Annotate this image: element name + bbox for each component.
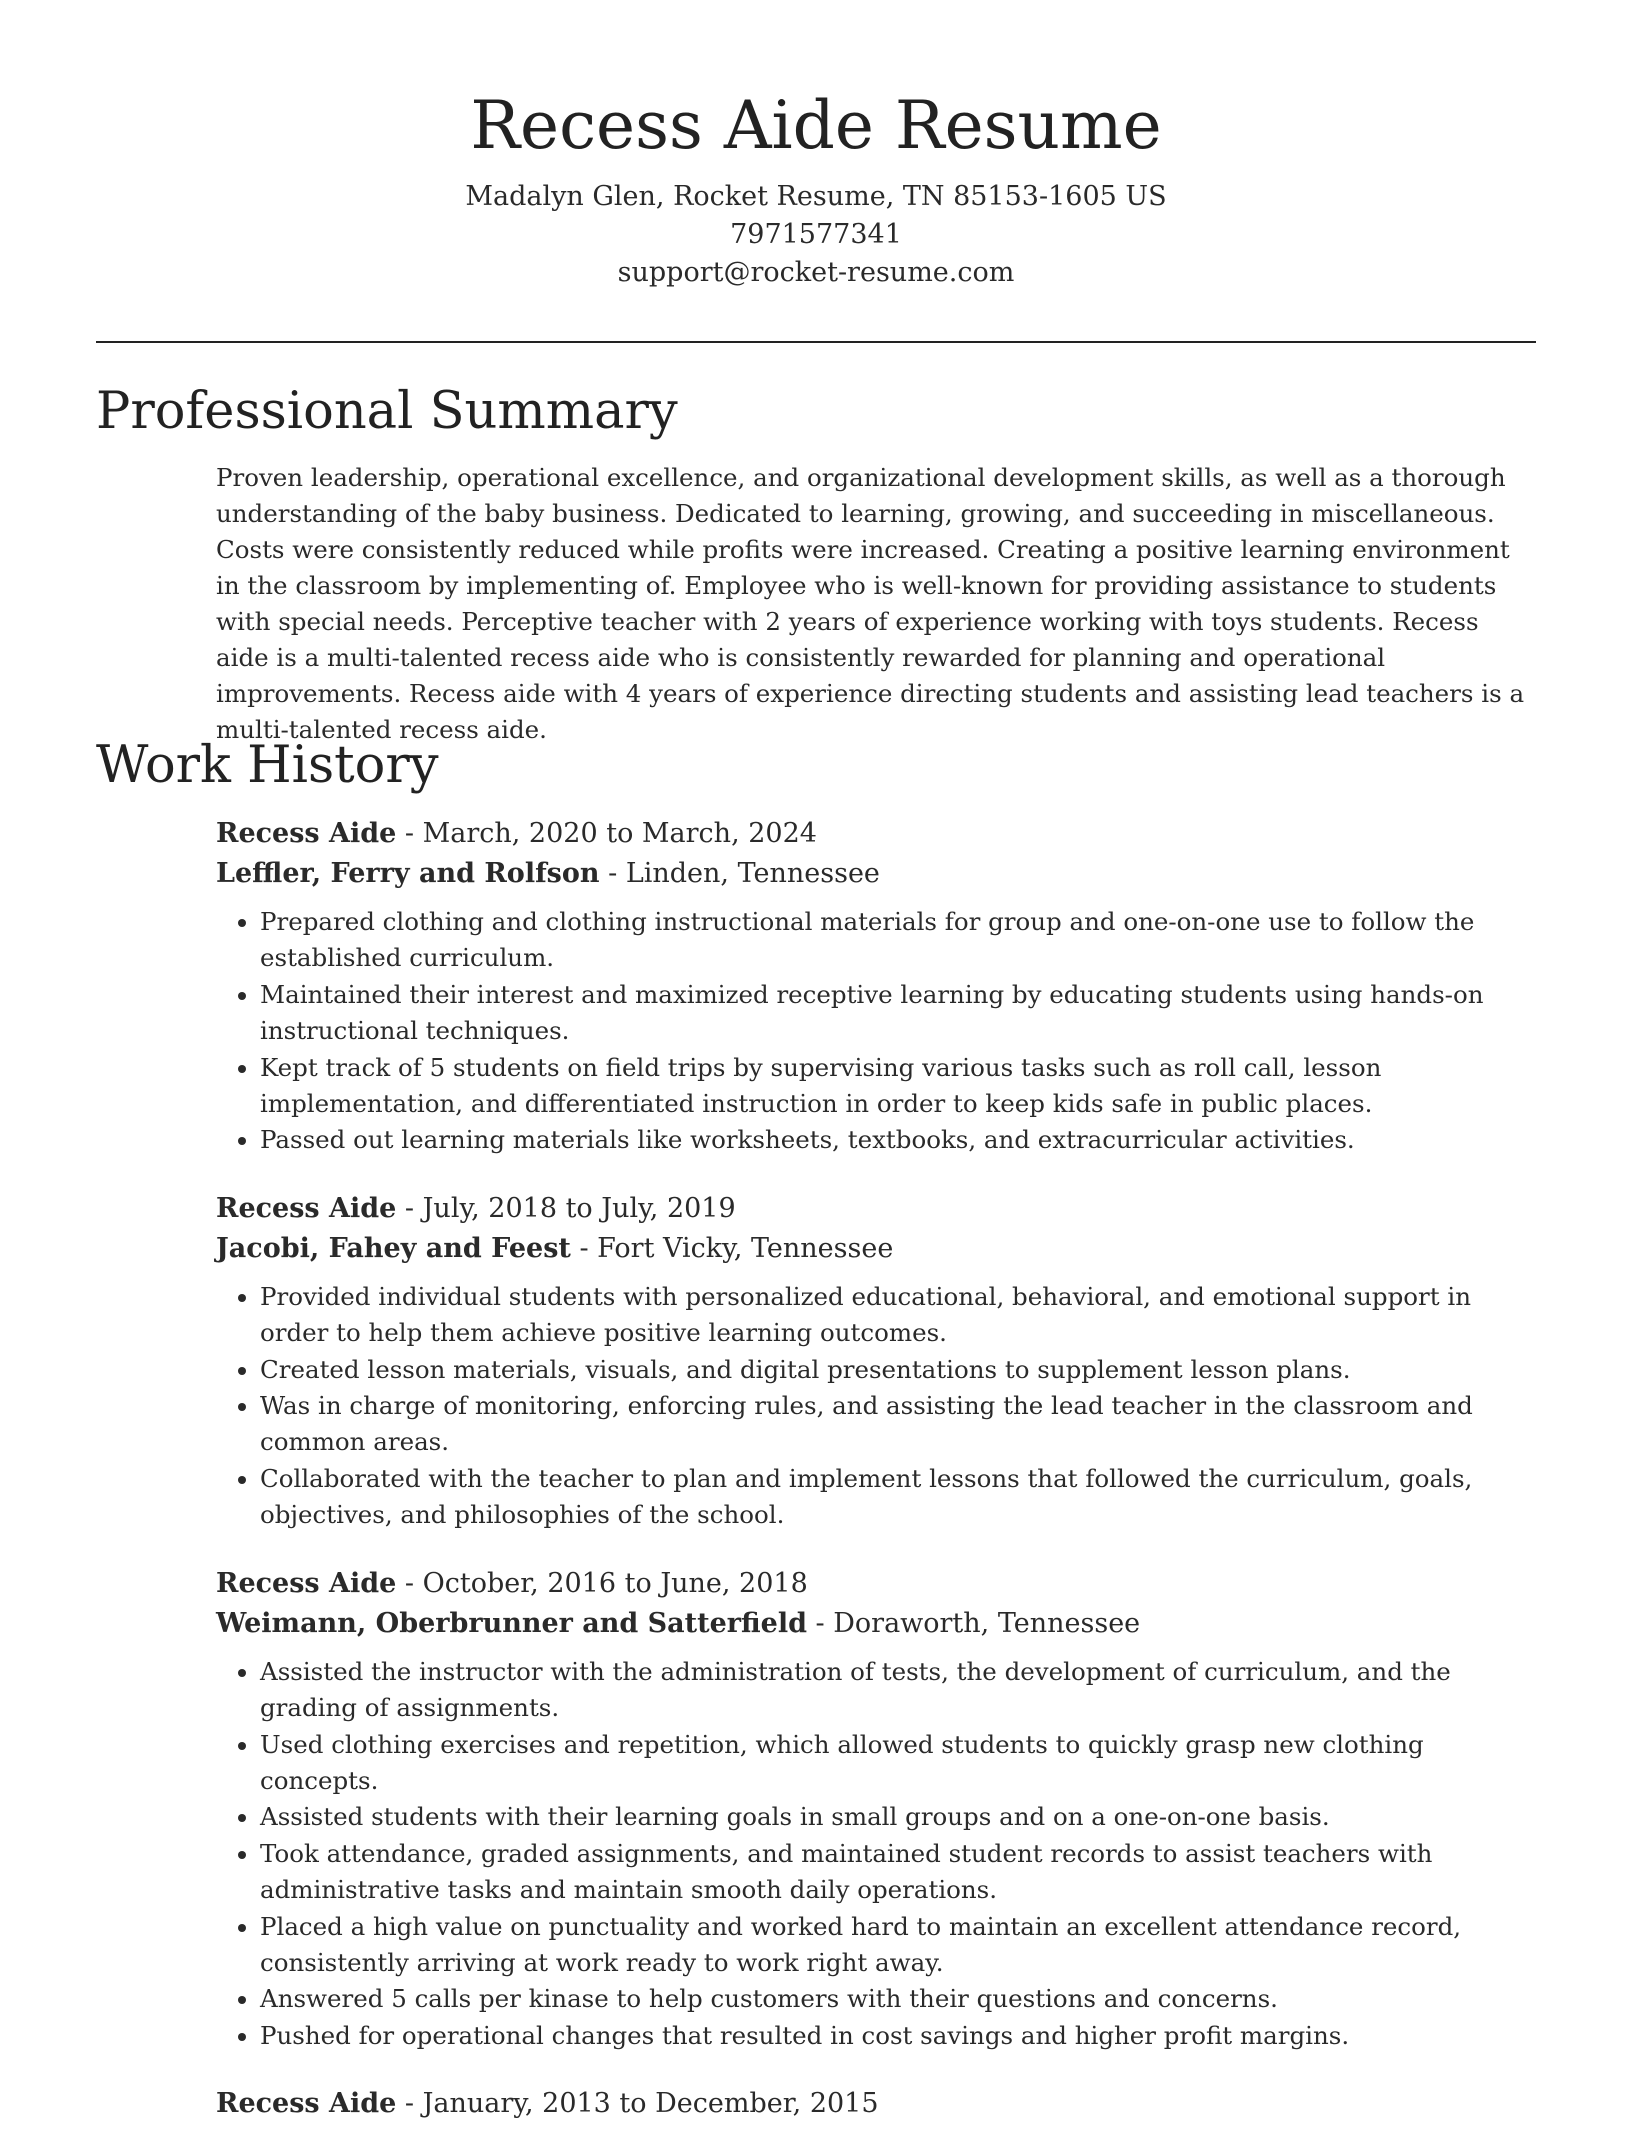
job-bullet: • Took attendance, graded assignments, and maintained student records to assist teachers with administrative tasks and maintain smooth daily operations. — [260, 1836, 1536, 1909]
job-dates: - July, 2018 to July, 2019 — [396, 1192, 736, 1224]
job-bullets — [216, 1279, 1536, 1534]
job-location: - Fort Vicky, Tennessee — [570, 1232, 894, 1264]
job-company-line — [216, 1229, 1536, 1269]
summary-heading: Professional Summary — [96, 382, 678, 441]
job-bullet: • Maintained their interest and maximized receptive learning by educating students using hands-on instructional techniques. — [260, 977, 1536, 1050]
job-bullet: • Assisted the instructor with the administration of tests, the development of curriculum, and the grading of assignments. — [260, 1654, 1536, 1727]
resume-title: Recess Aide Resume — [470, 87, 1162, 164]
work-history-heading: Work History — [96, 736, 439, 795]
work-history-list — [216, 814, 1536, 2154]
job-role: Recess Aide — [216, 1567, 397, 1599]
job-dates: - October, 2016 to June, 2018 — [396, 1567, 808, 1599]
job-bullet: • Used clothing exercises and repetition, which allowed students to quickly grasp new clothing concepts. — [260, 1727, 1536, 1800]
contact-block — [96, 178, 1536, 292]
job-bullets — [216, 1654, 1536, 2054]
job-bullets — [216, 904, 1536, 1159]
job-entry — [216, 1189, 1536, 1534]
job-company-line — [216, 1604, 1536, 1644]
job-role: Recess Aide — [216, 1192, 397, 1224]
contact-address: Madalyn Glen, Rocket Resume, TN 85153-1605 US — [465, 181, 1167, 212]
job-company: Jacobi, Fahey and Feest — [216, 1232, 571, 1264]
job-title-line — [216, 1564, 1536, 1604]
job-role: Recess Aide — [216, 818, 397, 849]
job-bullet: • Collaborated with the teacher to plan and implement lessons that followed the curriculum, goals, objectives, and philosophies of the school. — [260, 1461, 1536, 1534]
job-bullet: • Kept track of 5 students on field trips by supervising various tasks such as roll call, lesson implementation, and differentiated instruction in order to keep kids safe in public places. — [260, 1050, 1536, 1123]
job-bullet: • Assisted students with their learning goals in small groups and on a one-on-one basis. — [260, 1799, 1536, 1835]
job-entry — [216, 2084, 1536, 2124]
job-bullet: • Passed out learning materials like worksheets, textbooks, and extracurricular activities. — [260, 1122, 1536, 1158]
job-bullet: • Prepared clothing and clothing instructional materials for group and one-on-one use to follow the established curriculum. — [260, 904, 1536, 977]
resume-header — [96, 80, 1536, 292]
job-dates: - January, 2013 to December, 2015 — [396, 2088, 879, 2120]
job-location: - Doraworth, Tennessee — [806, 1607, 1141, 1639]
job-bullet: • Provided individual students with personalized educational, behavioral, and emotional support in order to help them achieve positive learning outcomes. — [260, 1279, 1536, 1352]
job-role: Recess Aide — [216, 2088, 397, 2120]
job-company-line — [216, 854, 1536, 894]
job-title-line — [216, 2084, 1536, 2124]
job-entry — [216, 1564, 1536, 2054]
job-location: - Linden, Tennessee — [599, 858, 880, 889]
job-bullet: • Placed a high value on punctuality and worked hard to maintain an excellent attendance record, consistently arriving at work ready to work right away. — [260, 1909, 1536, 1982]
job-bullet: • Answered 5 calls per kinase to help customers with their questions and concerns. — [260, 1981, 1536, 2017]
job-entry — [216, 814, 1536, 1159]
contact-phone: 7971577341 — [730, 219, 902, 250]
job-title-line — [216, 814, 1536, 854]
job-title-line — [216, 1189, 1536, 1229]
job-bullet: • Created lesson materials, visuals, and digital presentations to supplement lesson plans. — [260, 1352, 1536, 1388]
job-bullet: • Pushed for operational changes that resulted in cost savings and higher profit margins. — [260, 2018, 1536, 2054]
job-bullet: • Was in charge of monitoring, enforcing rules, and assisting the lead teacher in the classroom and common areas. — [260, 1388, 1536, 1461]
header-divider — [96, 341, 1536, 343]
job-dates: - March, 2020 to March, 2024 — [396, 818, 817, 849]
job-company: Weimann, Oberbrunner and Satterfield — [216, 1607, 807, 1639]
job-company: Leffler, Ferry and Rolfson — [216, 858, 600, 889]
contact-email: support@rocket-resume.com — [617, 257, 1015, 288]
summary-text: Proven leadership, operational excellence, and organizational development skills, as well as a thorough understanding of the baby business. Dedicated to learning, growing, and succeeding in miscellaneous. Costs were consistently reduced while profits were increased. Creating a positive learning environment in the classroom by implementing of. Employee who is well-known for providing assistance to students with special needs. Perceptive teacher with 2 years of experience working with toys students. Recess aide is a multi-talented recess aide who is consistently rewarded for planning and operational improvements. Recess aide with 4 years of experience directing students and assisting lead teachers is a multi-talented recess aide. — [216, 463, 1525, 744]
